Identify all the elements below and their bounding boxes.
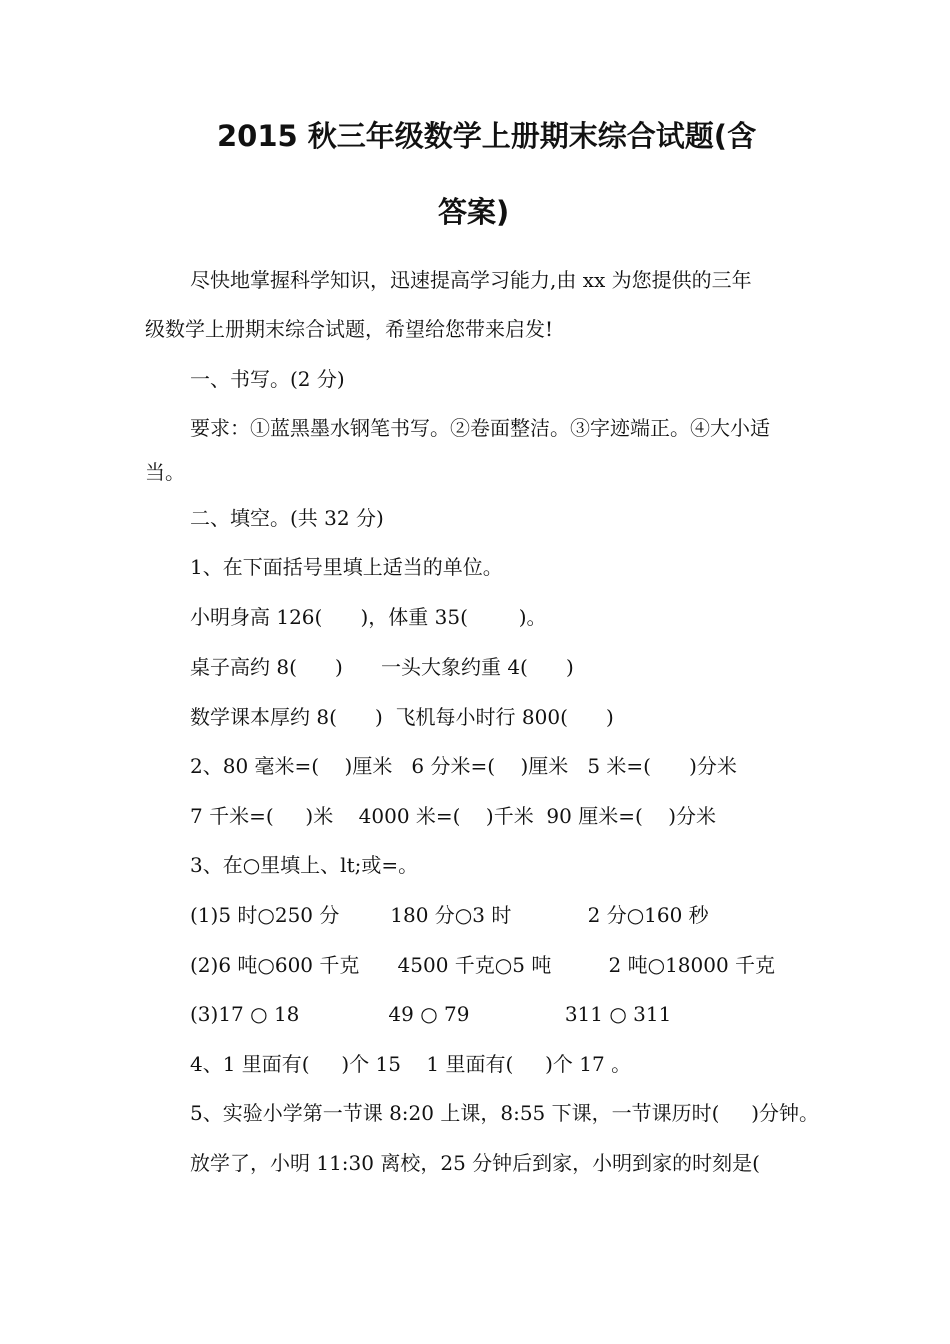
intro-line-2: 级数学上册期末综合试题，希望给您带来启发! xyxy=(145,317,554,341)
question-1: 1、在下面括号里填上适当的单位。 xyxy=(190,555,503,579)
title-line-1: 2015 秋三年级数学上册期末综合试题(含 xyxy=(217,119,757,153)
question-1-b: 桌子高约 8( ) 一头大象约重 4( ) xyxy=(190,655,574,679)
section-2-heading: 二、填空。(共 32 分) xyxy=(190,506,384,530)
question-3: 3、在○里填上、lt;或=。 xyxy=(190,853,419,877)
question-3-2: (2)6 吨○600 千克 4500 千克○5 吨 2 吨○18000 千克 xyxy=(190,953,776,977)
requirement-line-1: 要求：①蓝黑墨水钢笔书写。②卷面整洁。③字迹端正。④大小适 xyxy=(190,416,770,440)
question-3-1: (1)5 时○250 分 180 分○3 时 2 分○160 秒 xyxy=(190,903,709,927)
question-5: 5、实验小学第一节课 8:20 上课，8:55 下课，一节课历时( )分钟。 xyxy=(190,1101,820,1125)
question-1-a: 小明身高 126( )，体重 35( )。 xyxy=(190,605,547,629)
requirement-line-2: 当。 xyxy=(145,460,185,484)
section-1-heading: 一、书写。(2 分) xyxy=(190,367,345,391)
title-line-2: 答案) xyxy=(438,195,510,229)
question-5-b: 放学了，小明 11:30 离校，25 分钟后到家，小明到家的时刻是( xyxy=(190,1151,760,1175)
question-4: 4、1 里面有( )个 15 1 里面有( )个 17 。 xyxy=(190,1052,632,1076)
intro-line-1: 尽快地掌握科学知识，迅速提高学习能力,由 xx 为您提供的三年 xyxy=(190,268,752,292)
question-3-3: (3)17 ○ 18 49 ○ 79 311 ○ 311 xyxy=(190,1002,672,1026)
question-2-b: 7 千米=( )米 4000 米=( )千米 90 厘米=( )分米 xyxy=(190,804,717,828)
question-1-c: 数学课本厚约 8( ) 飞机每小时行 800( ) xyxy=(190,705,614,729)
question-2-a: 2、80 毫米=( )厘米 6 分米=( )厘米 5 米=( )分米 xyxy=(190,754,737,778)
